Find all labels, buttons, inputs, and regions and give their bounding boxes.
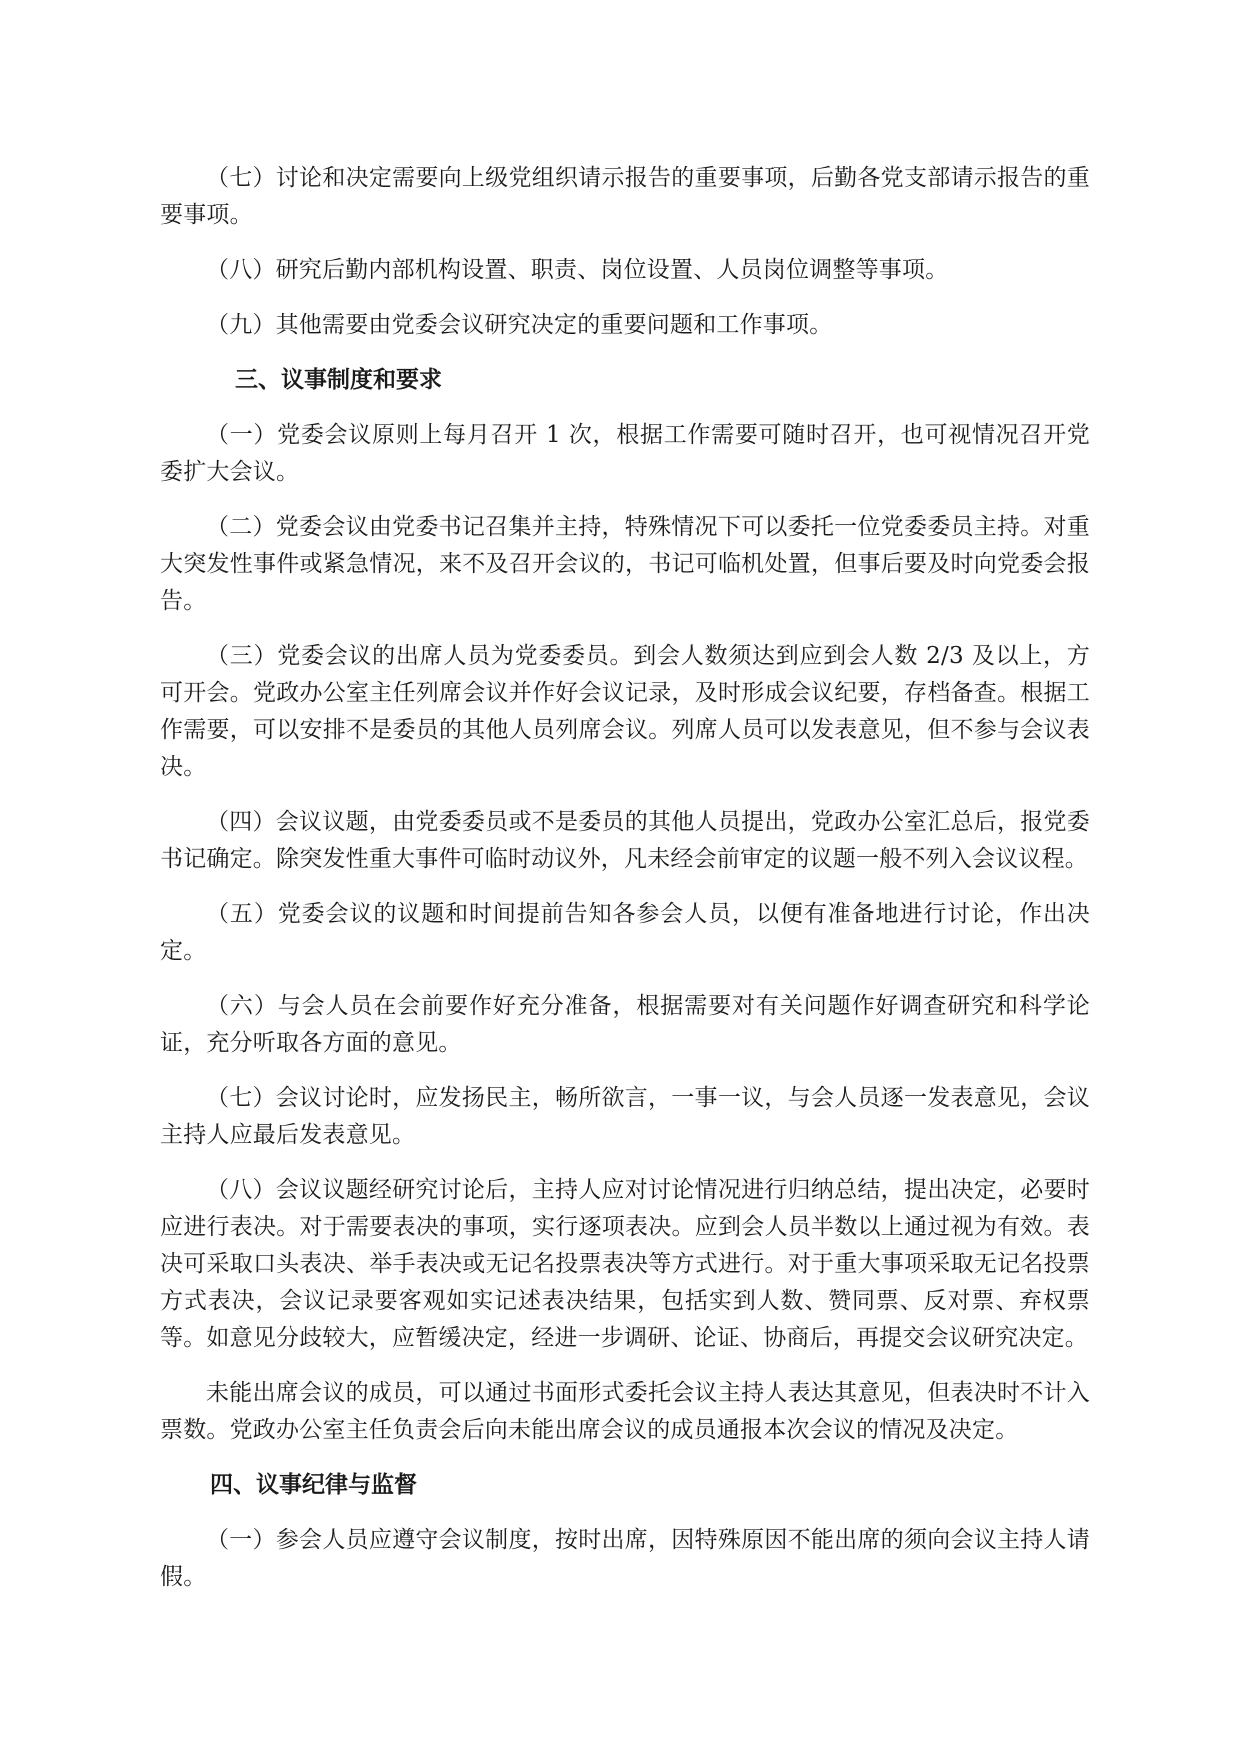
- section-3-paragraph-6: （六）与会人员在会前要作好充分准备，根据需要对有关问题作好调查研究和科学论证，充分听取各方面的意见。: [160, 993, 1090, 1056]
- paragraph-item-7: （七）讨论和决定需要向上级党组织请示报告的重要事项，后勤各党支部请示报告的重要事项。: [160, 165, 1090, 228]
- section-3-paragraph-8: （八）会议议题经研究讨论后，主持人应对讨论情况进行归纳总结，提出决定，必要时应进行表决。对于需要表决的事项，实行逐项表决。应到会人员半数以上通过视为有效。表决可采取口头表决、举手表决或无记名投票表决等方式进行。对于重大事项采取无记名投票方式表决，会议记录要客观如实记述表决结果，包括实到人数、赞同票、反对票、弃权票等。如意见分歧较大，应暂缓决定，经进一步调研、论证、协商后，再提交会议研究决定。: [160, 1177, 1090, 1351]
- paragraph-item-8: （八）研究后勤内部机构设置、职责、岗位设置、人员岗位调整等事项。: [206, 257, 949, 283]
- paragraph-item-9: （九）其他需要由党委会议研究决定的重要问题和工作事项。: [206, 312, 833, 338]
- section-4-heading: 四、议事纪律与监督: [210, 1472, 417, 1498]
- document-body: [160, 160, 1090, 1614]
- section-3-paragraph-3: （三）党委会议的出席人员为党委委员。到会人数须达到应到会人数 2/3 及以上，方可开会。党政办公室主任列席会议并作好会议记录，及时形成会议纪要，存档备查。根据工作需要，可以安排不是委员的其他人员列席会议。列席人员可以发表意见，但不参与会议表决。: [160, 643, 1090, 780]
- section-3-paragraph-2: （二）党委会议由党委书记召集并主持，特殊情况下可以委托一位党委委员主持。对重大突发性事件或紧急情况，来不及召开会议的，书记可临机处置，但事后要及时向党委会报告。: [160, 514, 1090, 614]
- section-3-heading: 三、议事制度和要求: [235, 367, 442, 393]
- section-3-paragraph-4: （四）会议议题，由党委委员或不是委员的其他人员提出，党政办公室汇总后，报党委书记确定。除突发性重大事件可临时动议外，凡未经会前审定的议题一般不列入会议议程。: [160, 809, 1090, 872]
- section-3-paragraph-7: （七）会议讨论时，应发扬民主，畅所欲言，一事一议，与会人员逐一发表意见，会议主持人应最后发表意见。: [160, 1085, 1090, 1148]
- section-3-paragraph-5: （五）党委会议的议题和时间提前告知各参会人员，以便有准备地进行讨论，作出决定。: [160, 901, 1090, 964]
- section-3-paragraph-1: （一）党委会议原则上每月召开 1 次，根据工作需要可随时召开，也可视情况召开党委扩大会议。: [160, 422, 1090, 485]
- section-3-paragraph-absent-members: 未能出席会议的成员，可以通过书面形式委托会议主持人表达其意见，但表决时不计入票数。党政办公室主任负责会后向未能出席会议的成员通报本次会议的情况及决定。: [160, 1380, 1090, 1443]
- section-4-paragraph-1: （一）参会人员应遵守会议制度，按时出席，因特殊原因不能出席的须向会议主持人请假。: [160, 1527, 1090, 1590]
